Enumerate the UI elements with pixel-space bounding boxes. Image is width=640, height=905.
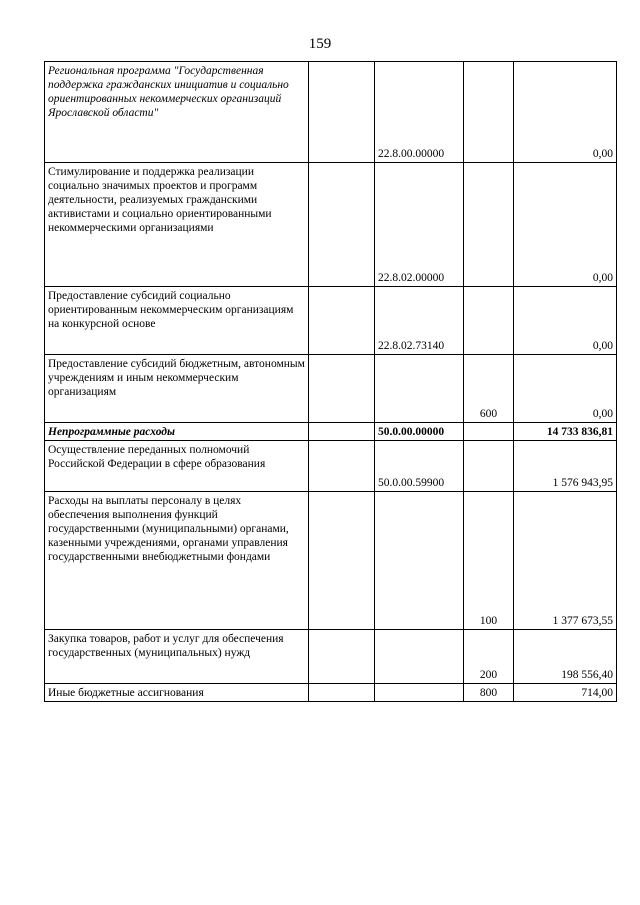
page-number: 159	[308, 36, 332, 52]
expense-type-cell: 600	[464, 355, 514, 423]
expense-type-cell	[464, 423, 514, 441]
table-row	[45, 684, 617, 702]
row-name-cell: Иные бюджетные ассигнования	[45, 684, 309, 702]
target-article-code-cell: 50.0.00.59900	[375, 441, 464, 492]
empty-cell	[309, 62, 375, 163]
budget-table	[44, 61, 617, 702]
target-article-code-cell	[375, 630, 464, 684]
expense-type-cell: 100	[464, 492, 514, 630]
empty-cell	[309, 441, 375, 492]
table-row	[45, 163, 617, 287]
row-name-cell: Расходы на выплаты персоналу в целях обеспечения выполнения функций государственными (муниципальными) органами, казенными учреждениями, органами управления государственными внебюджетными фондами	[45, 492, 309, 630]
table-row	[45, 287, 617, 355]
sum-cell: 1 377 673,55	[514, 492, 617, 630]
row-name-cell: Региональная программа "Государственная поддержка гражданских инициатив и социально ориентированных некоммерческих организаций Ярославской области"	[45, 62, 309, 163]
empty-cell	[309, 355, 375, 423]
target-article-code-cell: 50.0.00.00000	[375, 423, 464, 441]
table-row	[45, 355, 617, 423]
expense-type-cell: 200	[464, 630, 514, 684]
sum-cell: 1 576 943,95	[514, 441, 617, 492]
empty-cell	[309, 684, 375, 702]
table-row	[45, 630, 617, 684]
expense-type-cell	[464, 163, 514, 287]
table-row	[45, 492, 617, 630]
sum-cell: 0,00	[514, 287, 617, 355]
target-article-code-cell: 22.8.02.73140	[375, 287, 464, 355]
expense-type-cell	[464, 441, 514, 492]
table-row	[45, 423, 617, 441]
row-name-cell: Предоставление субсидий бюджетным, автономным учреждениям и иным некоммерческим организациям	[45, 355, 309, 423]
target-article-code-cell: 22.8.02.00000	[375, 163, 464, 287]
empty-cell	[309, 287, 375, 355]
row-name-cell: Осуществление переданных полномочий Российской Федерации в сфере образования	[45, 441, 309, 492]
sum-cell: 0,00	[514, 62, 617, 163]
empty-cell	[309, 423, 375, 441]
target-article-code-cell	[375, 684, 464, 702]
sum-cell: 714,00	[514, 684, 617, 702]
expense-type-cell	[464, 287, 514, 355]
table-row	[45, 62, 617, 163]
sum-cell: 0,00	[514, 355, 617, 423]
table-row	[45, 441, 617, 492]
sum-cell: 0,00	[514, 163, 617, 287]
expense-type-cell	[464, 62, 514, 163]
sum-cell: 198 556,40	[514, 630, 617, 684]
sum-cell: 14 733 836,81	[514, 423, 617, 441]
empty-cell	[309, 163, 375, 287]
row-name-cell: Закупка товаров, работ и услуг для обеспечения государственных (муниципальных) нужд	[45, 630, 309, 684]
empty-cell	[309, 492, 375, 630]
target-article-code-cell	[375, 355, 464, 423]
row-name-cell: Предоставление субсидий социально ориентированным некоммерческим организациям на конкурсной основе	[45, 287, 309, 355]
empty-cell	[309, 630, 375, 684]
target-article-code-cell	[375, 492, 464, 630]
row-name-cell: Стимулирование и поддержка реализации социально значимых проектов и программ деятельности, реализуемых гражданскими активистами и социально ориентированными некоммерческими организациями	[45, 163, 309, 287]
expense-type-cell: 800	[464, 684, 514, 702]
target-article-code-cell: 22.8.00.00000	[375, 62, 464, 163]
row-name-cell: Непрограммные расходы	[45, 423, 309, 441]
